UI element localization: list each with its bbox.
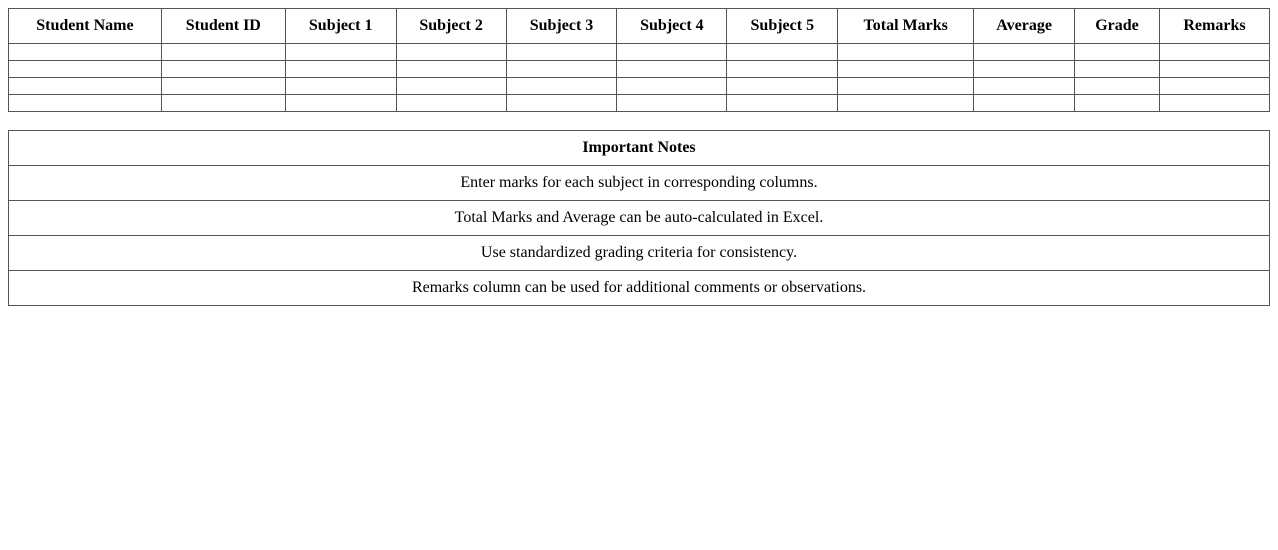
column-header: Subject 1 xyxy=(285,9,396,44)
student-marks-table xyxy=(8,8,1270,112)
column-header: Total Marks xyxy=(838,9,974,44)
table-cell[interactable] xyxy=(161,78,285,95)
table-cell[interactable] xyxy=(838,44,974,61)
table-cell[interactable] xyxy=(974,95,1075,112)
table-row xyxy=(9,95,1270,112)
table-cell[interactable] xyxy=(1075,61,1160,78)
table-cell[interactable] xyxy=(974,61,1075,78)
table-cell[interactable] xyxy=(1159,95,1269,112)
table-cell[interactable] xyxy=(1075,95,1160,112)
table-row xyxy=(9,44,1270,61)
table-row xyxy=(9,78,1270,95)
note-item: Enter marks for each subject in corresponding columns. xyxy=(9,166,1270,201)
column-header: Student Name xyxy=(9,9,162,44)
table-cell[interactable] xyxy=(727,95,838,112)
table-cell[interactable] xyxy=(161,44,285,61)
column-header: Student ID xyxy=(161,9,285,44)
table-cell[interactable] xyxy=(9,78,162,95)
table-cell[interactable] xyxy=(617,61,727,78)
column-header: Subject 3 xyxy=(506,9,617,44)
table-cell[interactable] xyxy=(396,95,506,112)
table-cell[interactable] xyxy=(838,95,974,112)
table-cell[interactable] xyxy=(396,78,506,95)
table-cell[interactable] xyxy=(727,44,838,61)
table-cell[interactable] xyxy=(285,95,396,112)
note-item: Use standardized grading criteria for consistency. xyxy=(9,236,1270,271)
table-cell[interactable] xyxy=(285,78,396,95)
table-cell[interactable] xyxy=(396,44,506,61)
table-cell[interactable] xyxy=(617,44,727,61)
table-cell[interactable] xyxy=(838,61,974,78)
table-cell[interactable] xyxy=(506,95,617,112)
table-cell[interactable] xyxy=(1159,44,1269,61)
note-item: Total Marks and Average can be auto-calculated in Excel. xyxy=(9,201,1270,236)
table-cell[interactable] xyxy=(1159,78,1269,95)
table-cell[interactable] xyxy=(396,61,506,78)
table-cell[interactable] xyxy=(9,95,162,112)
column-header: Subject 4 xyxy=(617,9,727,44)
note-item: Remarks column can be used for additional comments or observations. xyxy=(9,271,1270,306)
table-cell[interactable] xyxy=(838,78,974,95)
table-cell[interactable] xyxy=(617,95,727,112)
table-cell[interactable] xyxy=(974,78,1075,95)
header-row xyxy=(9,9,1270,44)
column-header: Average xyxy=(974,9,1075,44)
table-cell[interactable] xyxy=(161,95,285,112)
table-cell[interactable] xyxy=(506,78,617,95)
notes-title: Important Notes xyxy=(9,131,1270,166)
table-cell[interactable] xyxy=(727,61,838,78)
column-header: Subject 2 xyxy=(396,9,506,44)
table-row xyxy=(9,61,1270,78)
table-cell[interactable] xyxy=(1159,61,1269,78)
table-cell[interactable] xyxy=(285,44,396,61)
table-cell[interactable] xyxy=(161,61,285,78)
table-cell[interactable] xyxy=(9,44,162,61)
table-cell[interactable] xyxy=(1075,44,1160,61)
important-notes-table xyxy=(8,130,1270,306)
table-cell[interactable] xyxy=(506,61,617,78)
table-cell[interactable] xyxy=(727,78,838,95)
table-cell[interactable] xyxy=(1075,78,1160,95)
table-cell[interactable] xyxy=(974,44,1075,61)
table-cell[interactable] xyxy=(506,44,617,61)
column-header: Remarks xyxy=(1159,9,1269,44)
column-header: Subject 5 xyxy=(727,9,838,44)
column-header: Grade xyxy=(1075,9,1160,44)
table-cell[interactable] xyxy=(9,61,162,78)
table-cell[interactable] xyxy=(285,61,396,78)
table-cell[interactable] xyxy=(617,78,727,95)
